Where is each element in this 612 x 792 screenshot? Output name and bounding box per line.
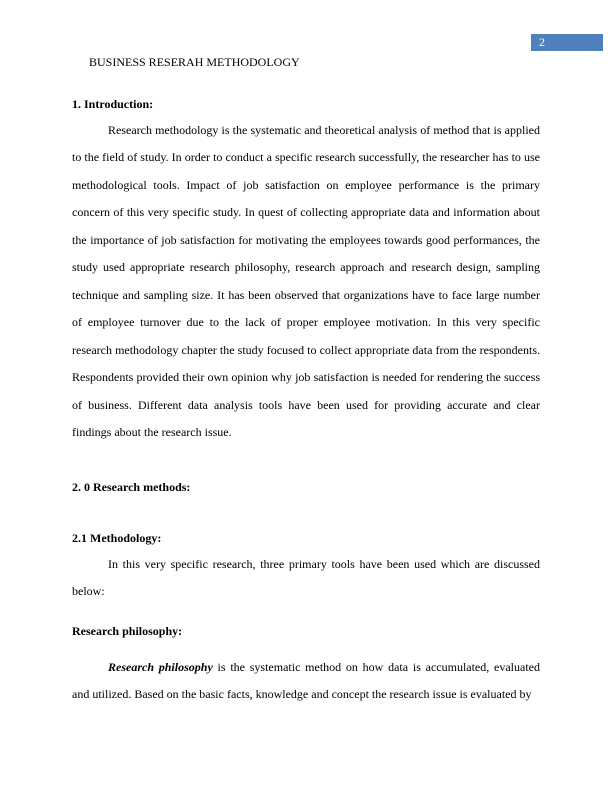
research-philosophy-paragraph — [72, 654, 540, 709]
research-methods-heading: 2. 0 Research methods: — [72, 480, 191, 494]
page-number: 2 — [539, 35, 545, 49]
research-philosophy-heading: Research philosophy: — [72, 624, 183, 638]
research-philosophy-text: is the systematic method on how data is accumulated, evaluated and utilized. Based on the basic facts, knowledge and concept the research issue is evaluated by — [72, 660, 540, 702]
introduction-heading: 1. Introduction: — [72, 97, 154, 111]
methodology-heading: 2.1 Methodology: — [72, 531, 162, 545]
running-header: BUSINESS RESERAH METHODOLOGY — [89, 55, 300, 69]
page-number-badge — [531, 34, 603, 51]
introduction-paragraph: Research methodology is the systematic and theoretical analysis of method that is applied to the field of study. In order to conduct a specific research successfully, the researcher has to use methodological tools. Impact of job satisfaction on employee performance is the primary concern of this very specific study. In quest of collecting appropriate data and information about the importance of job satisfaction for motivating the employees towards good performances, the study used appropriate research philosophy, research approach and research design, sampling technique and sampling size. It has been observed that organizations have to face large number of employee turnover due to the lack of proper employee motivation. In this very specific research methodology chapter the study focused to collect appropriate data from the respondents. Respondents provided their own opinion why job satisfaction is needed for rendering the success of business. Different data analysis tools have been used for providing accurate and clear findings about the research issue. — [72, 123, 540, 439]
research-philosophy-term: Research philosophy — [108, 660, 213, 674]
methodology-paragraph: In this very specific research, three primary tools have been used which are discussed below: — [72, 557, 540, 599]
